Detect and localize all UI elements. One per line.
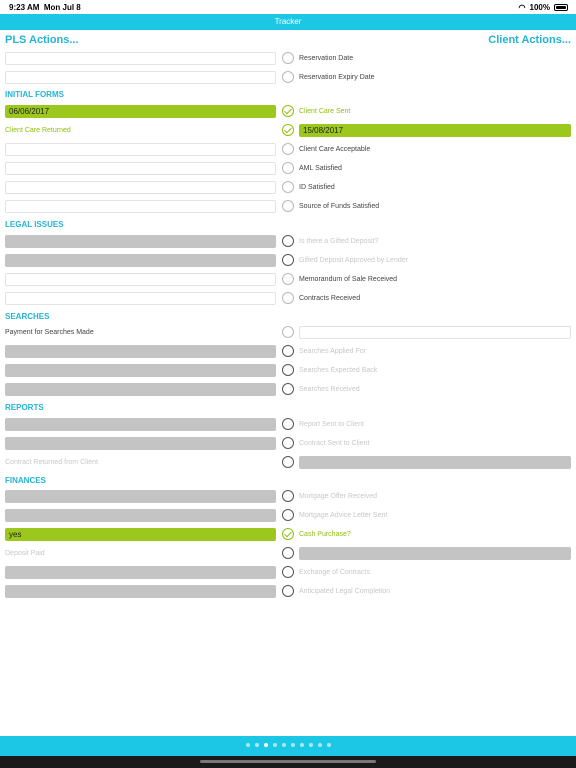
reservation-expiry-label: Reservation Expiry Date [299,74,375,81]
exchange-of-contracts-pls-field [5,566,276,579]
legal-completion-toggle[interactable] [282,585,294,597]
client-care-acceptable-pls-field[interactable] [5,143,276,156]
payment-for-searches-client-field[interactable] [299,326,571,339]
page-dot[interactable] [273,743,277,747]
status-bar [0,0,576,14]
section-finances: FINANCES [5,476,46,485]
cash-purchase-label: Cash Purchase? [299,531,351,538]
gifted-deposit-pls-field [5,235,276,248]
status-right [519,3,568,12]
searches-expected-label: Searches Expected Back [299,367,378,374]
cash-purchase-pls-field[interactable]: yes [5,528,276,541]
contract-sent-toggle[interactable] [282,437,294,449]
contracts-received-toggle[interactable] [282,292,294,304]
battery-percent: 100% [529,3,550,12]
exchange-of-contracts-label: Exchange of Contracts [299,569,370,576]
gifted-deposit-label: Is there a Gifted Deposit? [299,238,379,245]
deposit-paid-label: Deposit Paid [5,550,45,557]
report-sent-label: Report Sent to Client [299,421,364,428]
page-dot[interactable] [282,743,286,747]
report-sent-pls-field [5,418,276,431]
deposit-paid-toggle[interactable] [282,547,294,559]
report-sent-toggle[interactable] [282,418,294,430]
id-satisfied-label: ID Satisfied [299,184,335,191]
mortgage-advice-toggle[interactable] [282,509,294,521]
mortgage-offer-pls-field [5,490,276,503]
searches-received-pls-field [5,383,276,396]
reservation-expiry-toggle[interactable] [282,71,294,83]
reservation-date-toggle[interactable] [282,52,294,64]
status-time: 9:23 AM Mon Jul 8 [9,3,81,12]
searches-applied-toggle[interactable] [282,345,294,357]
aml-satisfied-pls-field[interactable] [5,162,276,175]
page-dot[interactable] [264,743,268,747]
gifted-deposit-toggle[interactable] [282,235,294,247]
source-of-funds-pls-field[interactable] [5,200,276,213]
client-care-returned-label: Client Care Returned [5,127,71,134]
client-care-sent-check-icon[interactable] [282,105,294,117]
payment-for-searches-label: Payment for Searches Made [5,329,94,336]
mortgage-offer-toggle[interactable] [282,490,294,502]
section-legal-issues: LEGAL ISSUES [5,220,64,229]
memorandum-of-sale-label: Memorandum of Sale Received [299,276,398,283]
page-dot[interactable] [309,743,313,747]
mortgage-offer-label: Mortgage Offer Received [299,493,378,500]
searches-received-label: Searches Received [299,386,360,393]
page-dots [0,743,576,747]
source-of-funds-toggle[interactable] [282,200,294,212]
nav-title: Tracker [274,17,302,26]
contracts-received-label: Contracts Received [299,295,361,302]
id-satisfied-pls-field[interactable] [5,181,276,194]
contracts-received-pls-field[interactable] [5,292,276,305]
deposit-paid-client-field [299,547,571,560]
pls-actions-header: PLS Actions... [5,34,79,46]
id-satisfied-toggle[interactable] [282,181,294,193]
aml-satisfied-label: AML Satisfied [299,165,342,172]
searches-received-toggle[interactable] [282,383,294,395]
cash-purchase-check-icon[interactable] [282,528,294,540]
gifted-deposit-approved-toggle[interactable] [282,254,294,266]
battery-icon [554,4,568,11]
searches-expected-toggle[interactable] [282,364,294,376]
memorandum-of-sale-toggle[interactable] [282,273,294,285]
source-of-funds-label: Source of Funds Satisfied [299,203,380,210]
client-care-returned-check-icon[interactable] [282,124,294,136]
page-dot[interactable] [255,743,259,747]
searches-applied-label: Searches Applied For [299,348,366,355]
reservation-date-label: Reservation Date [299,55,354,62]
nav-bar [0,14,576,30]
client-care-returned-date-field[interactable]: 15/08/2017 [299,124,571,137]
reservation-date-pls-field[interactable] [5,52,276,65]
page-dot[interactable] [291,743,295,747]
contract-sent-label: Contract Sent to Client [299,440,370,447]
page-dot[interactable] [246,743,250,747]
page-dot[interactable] [300,743,304,747]
client-care-sent-label: Client Care Sent [299,108,351,115]
client-actions-header: Client Actions... [488,34,571,46]
gifted-deposit-approved-label: Gifted Deposit Approved by Lender [299,257,408,264]
contract-returned-toggle[interactable] [282,456,294,468]
page-indicator-bar [0,736,576,756]
section-reports: REPORTS [5,403,44,412]
contract-sent-pls-field [5,437,276,450]
section-searches: SEARCHES [5,312,50,321]
page-dot[interactable] [327,743,331,747]
mortgage-advice-label: Mortgage Advice Letter Sent [299,512,388,519]
exchange-of-contracts-toggle[interactable] [282,566,294,578]
page-dot[interactable] [318,743,322,747]
memorandum-of-sale-pls-field[interactable] [5,273,276,286]
reservation-expiry-pls-field[interactable] [5,71,276,84]
searches-expected-pls-field [5,364,276,377]
home-indicator[interactable] [200,760,376,763]
gifted-deposit-approved-pls-field [5,254,276,267]
contract-returned-label: Contract Returned from Client [5,459,98,466]
wifi-icon: ◠ [518,3,526,12]
legal-completion-label: Anticipated Legal Completion [299,588,391,595]
payment-for-searches-toggle[interactable] [282,326,294,338]
client-care-acceptable-label: Client Care Acceptable [299,146,371,153]
section-initial-forms: INITIAL FORMS [5,90,64,99]
searches-applied-pls-field [5,345,276,358]
contract-returned-client-field [299,456,571,469]
client-care-sent-date-field[interactable]: 06/06/2017 [5,105,276,118]
client-care-acceptable-toggle[interactable] [282,143,294,155]
legal-completion-pls-field [5,585,276,598]
aml-satisfied-toggle[interactable] [282,162,294,174]
mortgage-advice-pls-field [5,509,276,522]
